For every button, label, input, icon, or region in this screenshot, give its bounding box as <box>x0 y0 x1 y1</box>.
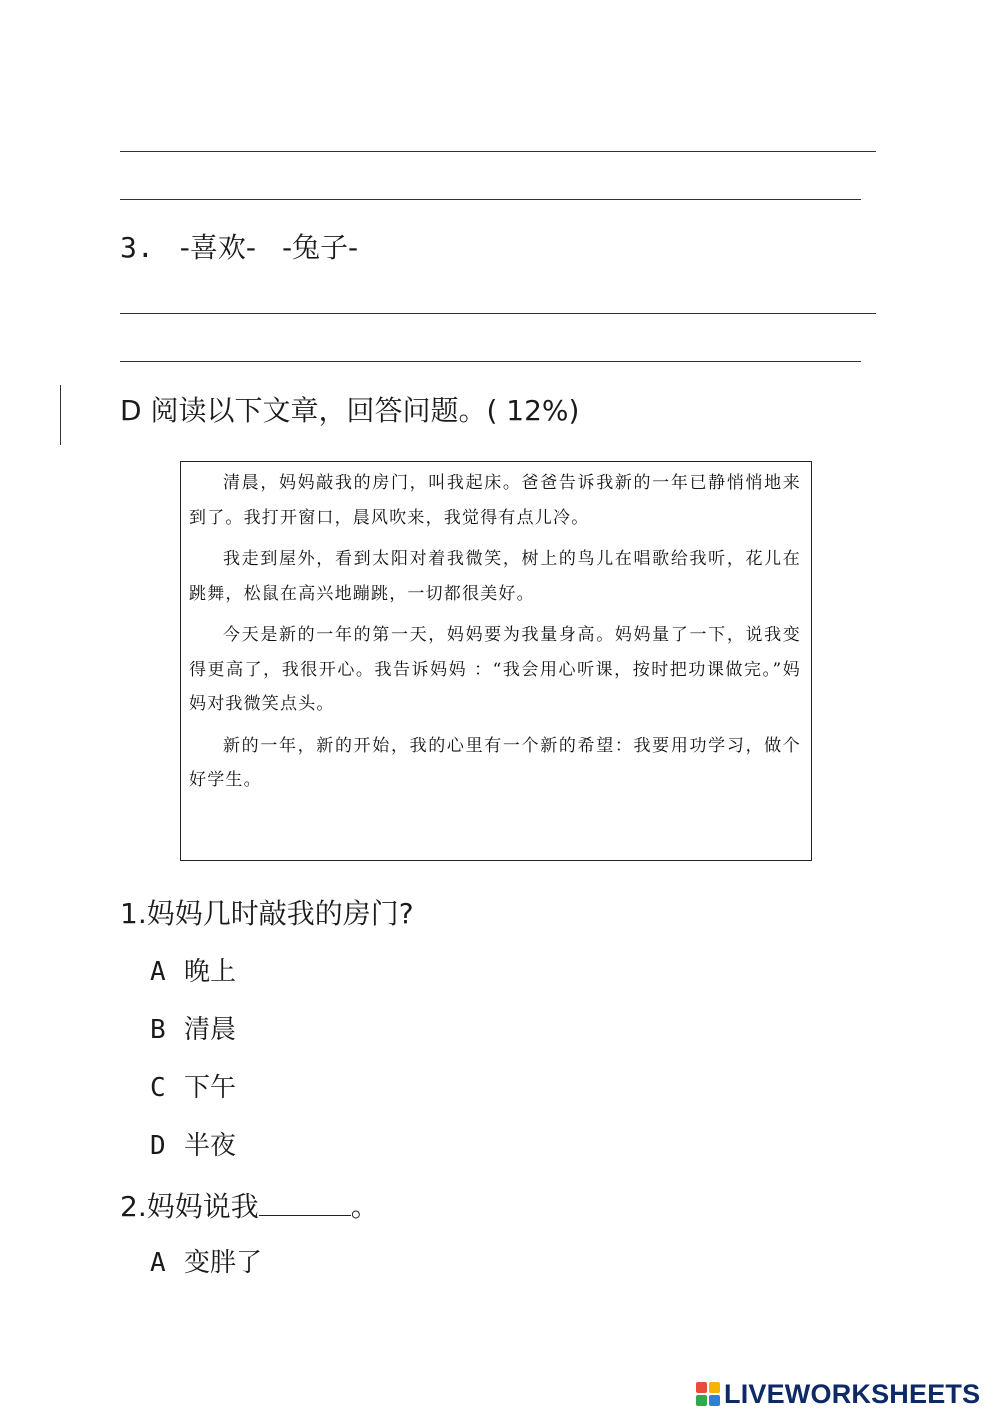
liveworksheets-logo <box>696 1378 980 1410</box>
reading-passage <box>180 461 812 861</box>
option-a[interactable] <box>150 1242 262 1279</box>
question-2 <box>120 1185 379 1225</box>
option-letter: D <box>150 1131 166 1161</box>
answer-line[interactable] <box>120 361 861 362</box>
passage-paragraph-2: 我走到屋外，看到太阳对着我微笑，树上的鸟儿在唱歌给我听，花儿在跳舞，松鼠在高兴地蹦跳，一切都很美好。 <box>189 549 801 604</box>
icon-square <box>696 1395 707 1406</box>
option-text: 下午 <box>184 1073 237 1103</box>
option-letter: C <box>150 1073 166 1103</box>
question-number: 3. <box>120 231 154 264</box>
option-b[interactable] <box>150 1009 236 1046</box>
question-3 <box>120 226 384 266</box>
fill-blank[interactable] <box>259 1191 351 1216</box>
passage-paragraph-1: 清晨，妈妈敲我的房门，叫我起床。爸爸告诉我新的一年已静悄悄地来到了。我打开窗口，晨风吹来，我觉得有点儿冷。 <box>189 473 801 528</box>
option-a[interactable] <box>150 951 236 988</box>
passage-paragraph-3: 今天是新的一年的第一天，妈妈要为我量身高。妈妈量了一下，说我变得更高了，我很开心。我告诉妈妈 ：“我会用心听课，按时把功课做完。”妈妈对我微笑点头。 <box>189 625 801 714</box>
section-d-heading: D 阅读以下文章，回答问题。( 12%) <box>120 394 580 427</box>
word-1: -喜欢- <box>179 231 256 264</box>
icon-square <box>696 1382 707 1393</box>
liveworksheets-icon <box>696 1382 720 1406</box>
answer-line[interactable] <box>120 151 876 152</box>
icon-square <box>709 1382 720 1393</box>
option-text: 半夜 <box>184 1131 237 1161</box>
option-letter: A <box>150 957 166 987</box>
answer-line[interactable] <box>120 313 876 314</box>
option-c[interactable] <box>150 1067 236 1104</box>
option-letter: A <box>150 1248 166 1278</box>
option-text: 晚上 <box>184 957 237 987</box>
option-text: 变胖了 <box>184 1248 263 1278</box>
option-letter: B <box>150 1015 166 1045</box>
question-1: 1.妈妈几时敲我的房门? <box>120 897 414 930</box>
margin-bar <box>60 385 61 445</box>
option-d[interactable] <box>150 1125 236 1162</box>
question-2-suffix: 。 <box>350 1190 379 1223</box>
brand-name: LIVEWORKSHEETS <box>724 1378 981 1409</box>
word-2: -兔子- <box>281 231 359 264</box>
icon-square <box>709 1395 720 1406</box>
answer-line[interactable] <box>120 199 861 200</box>
question-2-prefix: 2.妈妈说我 <box>120 1190 259 1223</box>
option-text: 清晨 <box>184 1015 237 1045</box>
passage-paragraph-4: 新的一年，新的开始，我的心里有一个新的希望：我要用功学习，做个好学生。 <box>189 735 801 790</box>
